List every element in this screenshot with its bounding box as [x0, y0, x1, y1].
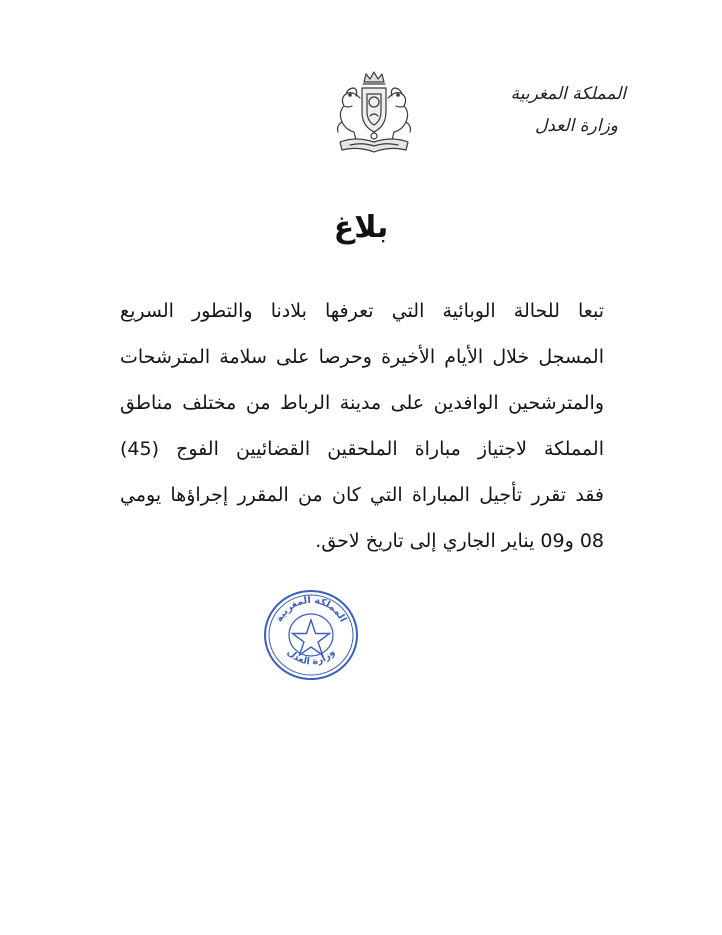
- announcement-body: [120, 288, 604, 564]
- body-line-3: والمترشحين الوافدين على مدينة الرباط من مختلف مناطق: [120, 392, 604, 414]
- body-line-2: المسجل خلال الأيام الأخيرة وحرصا على سلامة المترشحات: [120, 346, 604, 368]
- moroccan-coat-of-arms-icon: [326, 68, 422, 160]
- body-line-4: المملكة لاجتياز مباراة الملحقين القضائيين الفوج (45): [120, 438, 604, 460]
- stamp-top-text: المملكة المغربية: [273, 594, 349, 624]
- svg-text:وزارة العدل: [285, 647, 338, 667]
- body-line-6: 08 و09 يناير الجاري إلى تاريخ لاحق.: [315, 530, 604, 552]
- ministry-name: وزارة العدل: [534, 116, 618, 136]
- ministry-header: [486, 78, 626, 142]
- document-title: بلاغ: [333, 210, 389, 245]
- ministry-stamp-icon: [262, 588, 360, 682]
- body-line-5: فقد تقرر تأجيل المباراة التي كان من المقرر إجراؤها يومي: [120, 484, 604, 506]
- body-line-1: تبعا للحالة الوبائية التي تعرفها بلادنا والتطور السريع: [120, 300, 604, 322]
- stamp-bottom-text: وزارة العدل: [284, 646, 338, 668]
- kingdom-name: المملكة المغربية: [510, 84, 626, 104]
